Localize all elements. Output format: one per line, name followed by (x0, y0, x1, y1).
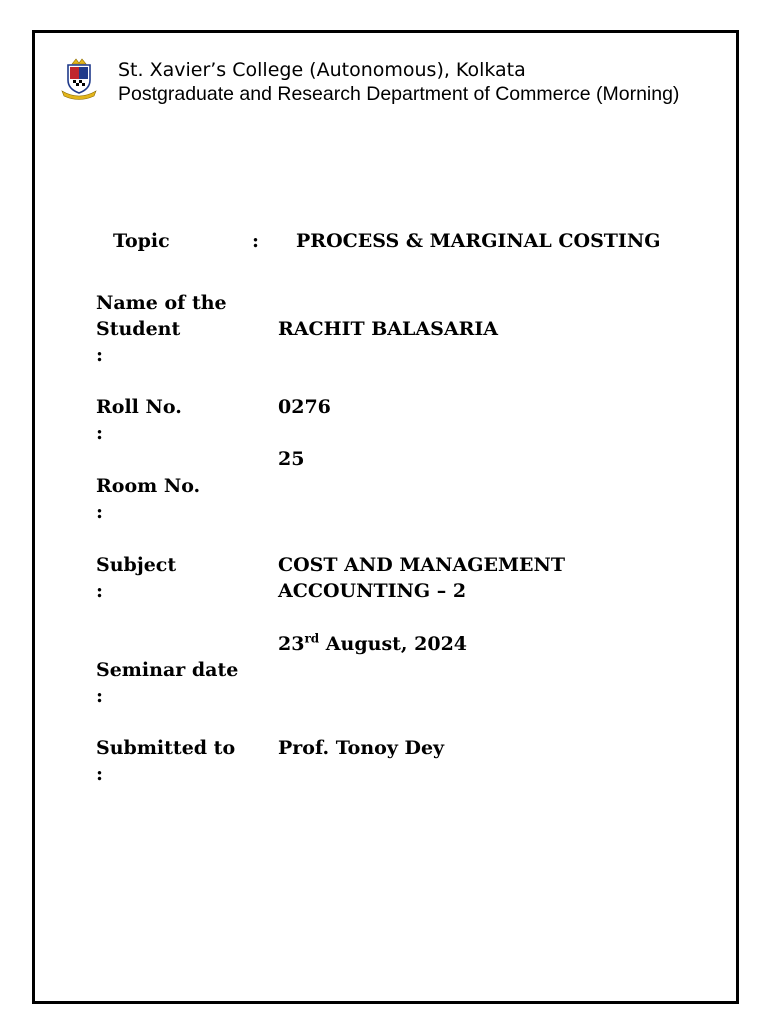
seminar-date-day: 23 (278, 633, 305, 655)
submitted-to-label (96, 735, 235, 787)
topic-label: Topic (113, 230, 170, 252)
room-no-value: 25 (278, 448, 305, 470)
seminar-date-ordinal: rd (304, 631, 320, 646)
submitted-to-value: Prof. Tonoy Dey (278, 737, 445, 759)
room-no-label-text: Room No. (96, 475, 201, 497)
subject-value (278, 552, 565, 604)
subject-value-line2: ACCOUNTING – 2 (278, 580, 467, 602)
subject-value-line1: COST AND MANAGEMENT (278, 554, 565, 576)
student-name-label-line2: Student (96, 318, 181, 340)
student-name-value: RACHIT BALASARIA (278, 318, 499, 340)
seminar-date-rest: August, 2024 (319, 633, 468, 655)
seminar-date-colon: : (96, 685, 104, 707)
roll-no-label (96, 394, 182, 446)
roll-no-value: 0276 (278, 396, 331, 418)
subject-label (96, 552, 176, 604)
roll-no-colon: : (96, 422, 104, 444)
roll-no-label-text: Roll No. (96, 396, 182, 418)
student-name-label (96, 290, 227, 368)
topic-value: PROCESS & MARGINAL COSTING (296, 230, 661, 252)
seminar-date-label (96, 657, 238, 709)
subject-label-text: Subject (96, 554, 177, 576)
student-name-colon: : (96, 344, 104, 366)
subject-colon: : (96, 580, 104, 602)
submitted-to-label-text: Submitted to (96, 737, 236, 759)
submitted-to-colon: : (96, 763, 104, 785)
student-name-label-line1: Name of the (96, 292, 227, 314)
room-no-colon: : (96, 501, 104, 523)
department-name: Postgraduate and Research Department of Commerce (Morning) (118, 83, 680, 105)
topic-colon: : (252, 230, 260, 252)
seminar-date-value (278, 631, 467, 657)
college-crest-icon (60, 58, 98, 100)
seminar-date-label-text: Seminar date (96, 659, 239, 681)
room-no-label (96, 473, 200, 525)
college-name: St. Xavier’s College (Autonomous), Kolkata (118, 59, 526, 81)
